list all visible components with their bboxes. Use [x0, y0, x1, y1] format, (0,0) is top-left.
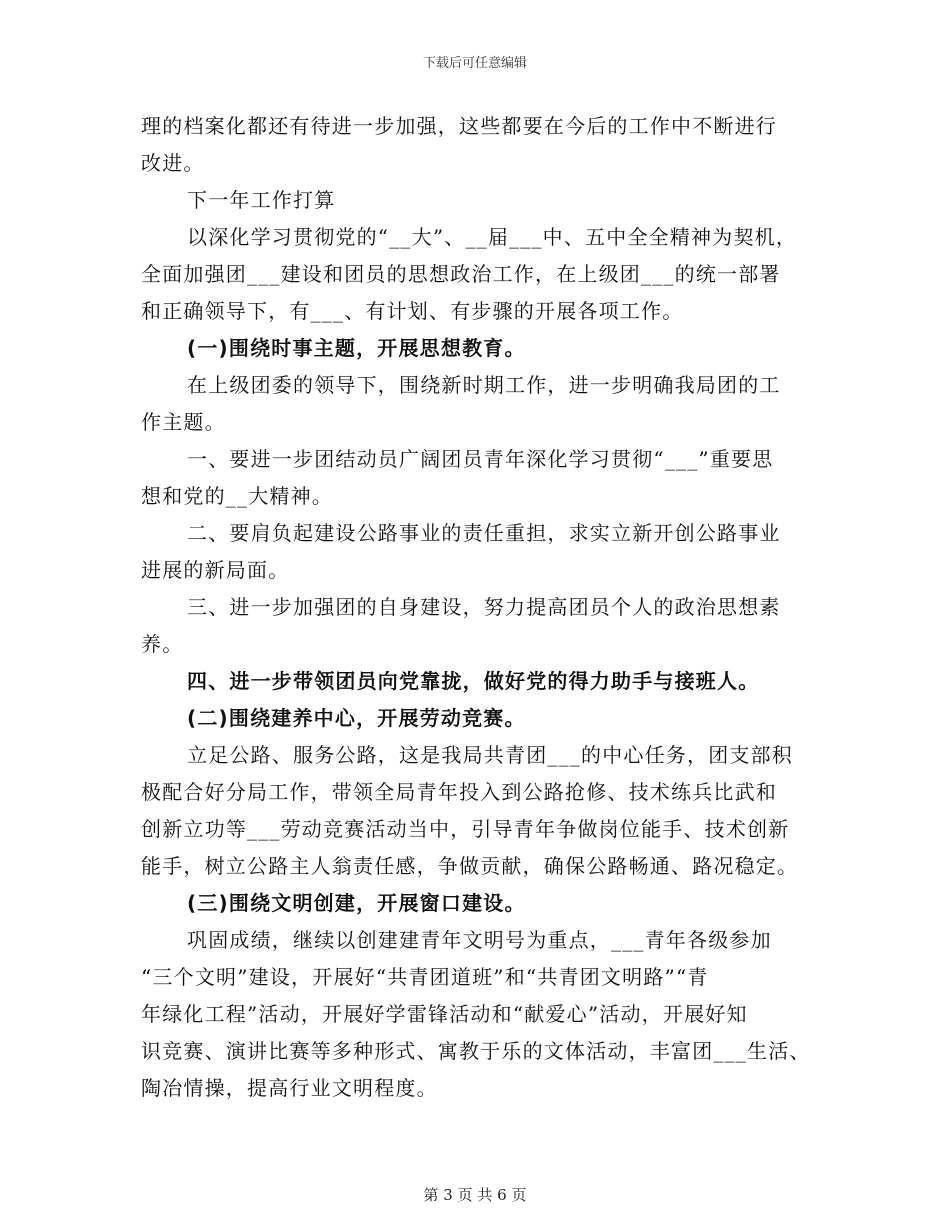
- text-line: 极配合好分局工作，带领全局青年投入到公路抢修、技术练兵比武和: [141, 780, 777, 804]
- page-number: 第 3 页 共 6 页: [423, 1186, 527, 1204]
- text-line: 年绿化工程”活动，开展好学雷锋活动和“献爱心”活动，开展好知: [141, 1002, 748, 1026]
- section-heading-line: (二)围绕建养中心，开展劳动竞赛。: [187, 706, 526, 730]
- text-line: 三、进一步加强团的自身建设，努力提高团员个人的政治思想素: [187, 595, 781, 619]
- text-line: 一、要进一步团结动员广阔团员青年深化学习贯彻“___”重要思: [187, 447, 774, 471]
- document-body: [141, 108, 831, 1107]
- text-line: 进展的新局面。: [141, 558, 290, 582]
- text-line: 作主题。: [141, 410, 226, 434]
- text-line: 二、要肩负起建设公路事业的责任重担，求实立新开创公路事业: [187, 521, 781, 545]
- text-line: 养。: [141, 632, 184, 656]
- text-line: 理的档案化都还有待进一步加强，这些都要在今后的工作中不断进行: [141, 114, 777, 138]
- page-header-note: 下载后可任意编辑: [422, 56, 527, 71]
- text-line: 和正确领导下，有___、有计划、有步骤的开展各项工作。: [141, 299, 684, 323]
- text-line: 巩固成绩，继续以创建建青年文明号为重点，___青年各级参加: [187, 928, 772, 952]
- text-line: 以深化学习贯彻党的“__大”、__届___中、五中全全精神为契机，: [187, 225, 798, 249]
- text-line: 想和党的__大精神。: [141, 484, 333, 508]
- text-line: 识竞赛、演讲比赛等多种形式、寓教于乐的文体活动，丰富团___生活、: [141, 1039, 811, 1063]
- text-line: 在上级团委的领导下，围绕新时期工作，进一步明确我局团的工: [187, 373, 781, 397]
- section-heading-line: (三)围绕文明创建，开展窗口建设。: [187, 891, 526, 915]
- text-line: 全面加强团___建设和团员的思想政治工作，在上级团___的统一部署: [141, 262, 781, 286]
- text-line: 能手，树立公路主人翁责任感，争做贡献，确保公路畅通、路况稳定。: [141, 854, 799, 878]
- text-line: 立足公路、服务公路，这是我局共青团___的中心任务，团支部积: [187, 743, 793, 767]
- section-heading-line: (一)围绕时事主题，开展思想教育。: [187, 336, 526, 360]
- text-line: 改进。: [141, 151, 205, 175]
- text-line: 陶冶情操，提高行业文明程度。: [141, 1076, 438, 1100]
- text-line: 下一年工作打算: [187, 188, 336, 212]
- section-heading-line: 四、进一步带领团员向党靠拢，做好党的得力助手与接班人。: [187, 669, 760, 693]
- text-line: “三个文明”建设，开展好“共青团道班”和“共青团文明路”“青: [141, 965, 709, 989]
- text-line: 创新立功等___劳动竞赛活动当中，引导青年争做岗位能手、技术创新: [141, 817, 790, 841]
